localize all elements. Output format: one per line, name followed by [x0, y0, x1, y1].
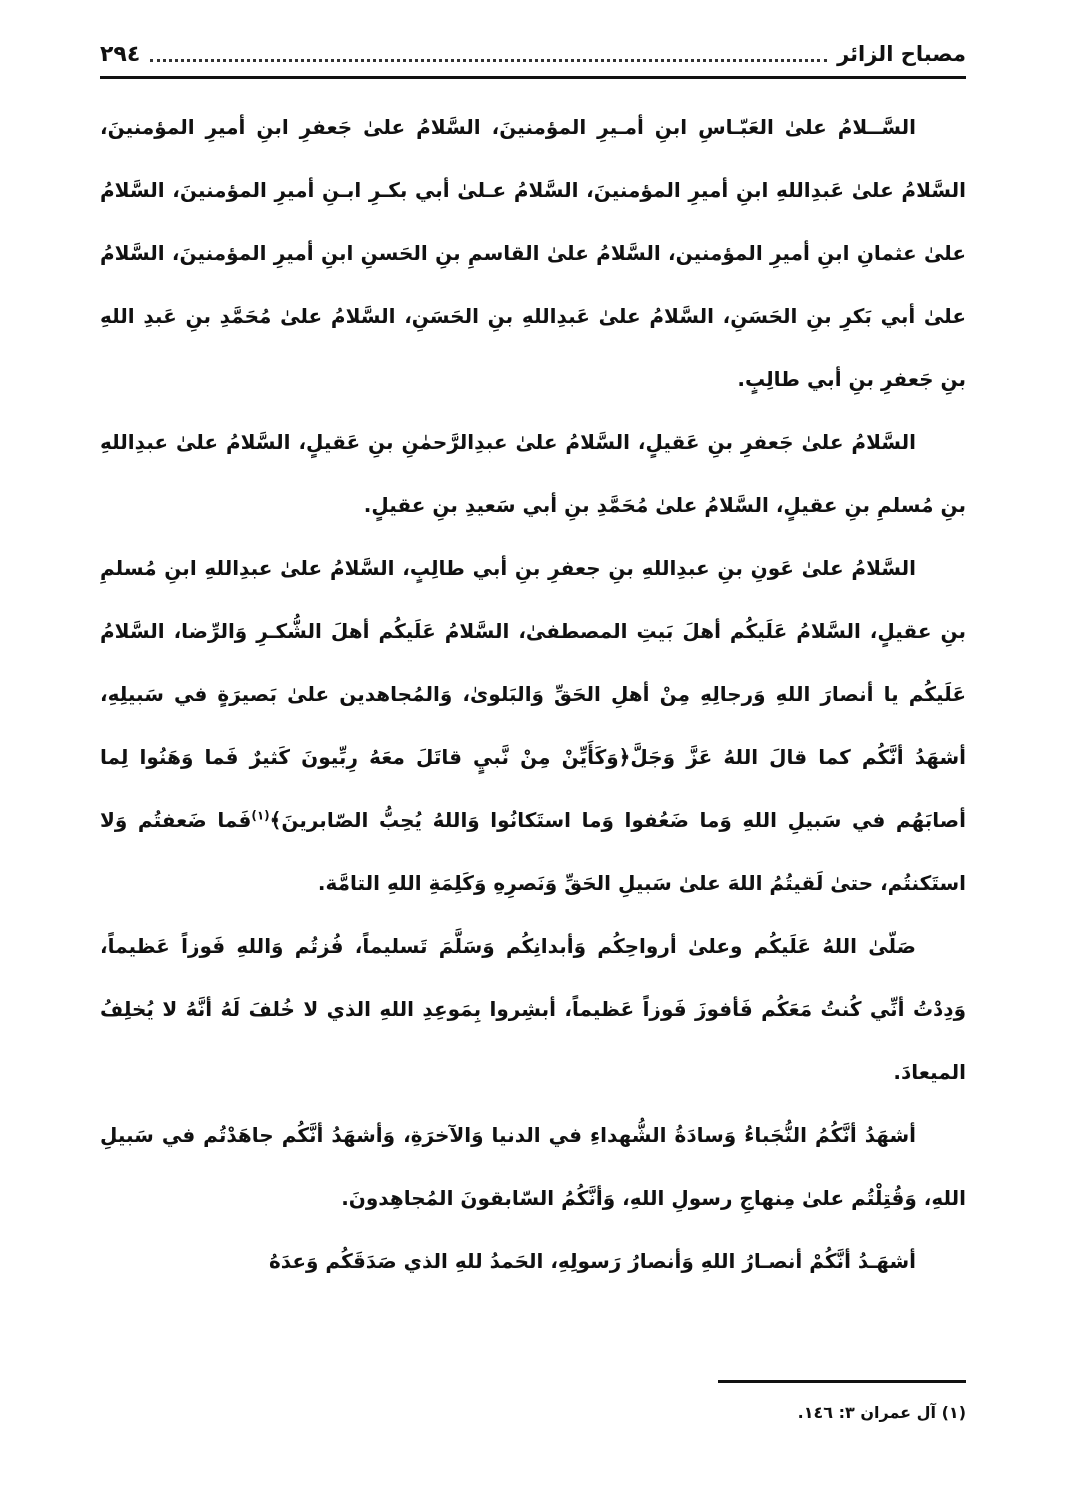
- footnote: (١) آل عمران ٣: ١٤٦.: [797, 1403, 966, 1422]
- book-title: مصباح الزائر: [837, 42, 966, 66]
- footnote-divider: [718, 1380, 966, 1383]
- paragraph-6: أشهَـدُ أنَّكُمْ أنصـارُ اللهِ وَأنصارُ رَسولِهِ، الحَمدُ للهِ الذي صَدَقَكُم وَعدَهُ: [268, 1249, 916, 1273]
- page-number: ٢٩٤: [100, 41, 141, 67]
- main-text: [100, 96, 966, 1293]
- footnote-reference[interactable]: (١): [251, 808, 270, 823]
- paragraph-3: [100, 537, 966, 915]
- paragraph-3-part-1: السَّلامُ علىٰ عَونِ بنِ عبدِاللهِ بنِ جعفرِ بنِ أبي طالِبٍ، السَّلامُ علىٰ عبدِاللهِ ابنِ مُسلمِ بنِ عقيلٍ، السَّلامُ عَلَيكُم أهلَ بَيتِ المصطفىٰ، السَّلامُ عَلَيكُم أهلَ الشُّكـرِ وَالرِّضا، السَّلامُ عَلَيكُم يا أنصارَ اللهِ وَرجالِهِ مِنْ أهلِ الحَقِّ وَالبَلوىٰ، وَالمُجاهدين علىٰ بَصيرَةٍ في سَبيلِهِ، أشهَدُ أنَّكُم كما قالَ اللهُ عَزَّ وَجَلَّ﴿وَكَأَيِّنْ مِنْ نَّبيٍ قاتَلَ معَهُ رِبِّيونَ كَثيرٌ فَما وَهَنُوا لِما أصابَهُم في سَبيلِ اللهِ وَما ضَعُفوا وَما استَكانُوا وَاللهُ يُحِبُّ الصّابرينَ﴾: [100, 556, 966, 832]
- paragraph-2: السَّلامُ علىٰ جَعفرِ بنِ عَقيلٍ، السَّلامُ علىٰ عبدِالرَّحمٰنِ بنِ عَقيلٍ، السَّلامُ علىٰ عبدِاللهِ بنِ مُسلمِ بنِ عقيلٍ، السَّلامُ علىٰ مُحَمَّدِ بنِ أبي سَعيدِ بنِ عقيلٍ.: [100, 430, 966, 517]
- paragraph-5: أشهَدُ أنَّكُمُ النُّجَباءُ وَسادَةُ الشُّهداءِ في الدنيا وَالآخرَةِ، وَأشهَدُ أنَّكُم جاهَدْتُم في سَبيلِ اللهِ، وَقُتِلْتُم علىٰ مِنهاجِ رسولِ اللهِ، وَأنَّكُمُ السّابقونَ المُجاهِدونَ.: [100, 1123, 966, 1210]
- leader-dots: [150, 59, 827, 62]
- paragraph-3-part-2: فَما ضَعفتُم وَلا استَكنتُم، حتىٰ لَقيتُمُ اللهَ علىٰ سَبيلِ الحَقِّ وَنَصرِهِ وَكَلِمَةِ اللهِ التامَّة.: [100, 808, 966, 895]
- paragraph-4: صَلّىٰ اللهُ عَلَيكُم وعلىٰ أرواحِكُم وَأبدانِكُم وَسَلَّمَ تَسليماً، فُزتُم وَاللهِ فَوزاً عَظيماً، وَدِدْتُ أنِّي كُنتُ مَعَكُم فَأفوزَ فَوزاً عَظيماً، أبشِروا بِمَوعِدِ اللهِ الذي لا خُلفَ لَهُ أنَّهُ لا يُخلِفُ الميعادَ.: [100, 934, 966, 1084]
- paragraph-1: السَّــلامُ علىٰ العَبّـاسِ ابنِ أمـيرِ المؤمنينَ، السَّلامُ علىٰ جَعفرِ ابنِ أميرِ المؤمنينَ، السَّلامُ علىٰ عَبدِاللهِ ابنِ أميرِ المؤمنينَ، السَّلامُ عـلىٰ أبي بكـرِ ابـنِ أميرِ المؤمنينَ، السَّلامُ علىٰ عثمانِ ابنِ أميرِ المؤمنين، السَّلامُ علىٰ القاسمِ بنِ الحَسنِ ابنِ أميرِ المؤمنينَ، السَّلامُ علىٰ أبي بَكرِ بنِ الحَسَنِ، السَّلامُ علىٰ عَبدِاللهِ بنِ الحَسَنِ، السَّلامُ علىٰ مُحَمَّدِ بنِ عَبدِ اللهِ بنِ جَعفرِ بنِ أبي طالِبٍ.: [100, 115, 966, 391]
- running-header: [100, 32, 966, 79]
